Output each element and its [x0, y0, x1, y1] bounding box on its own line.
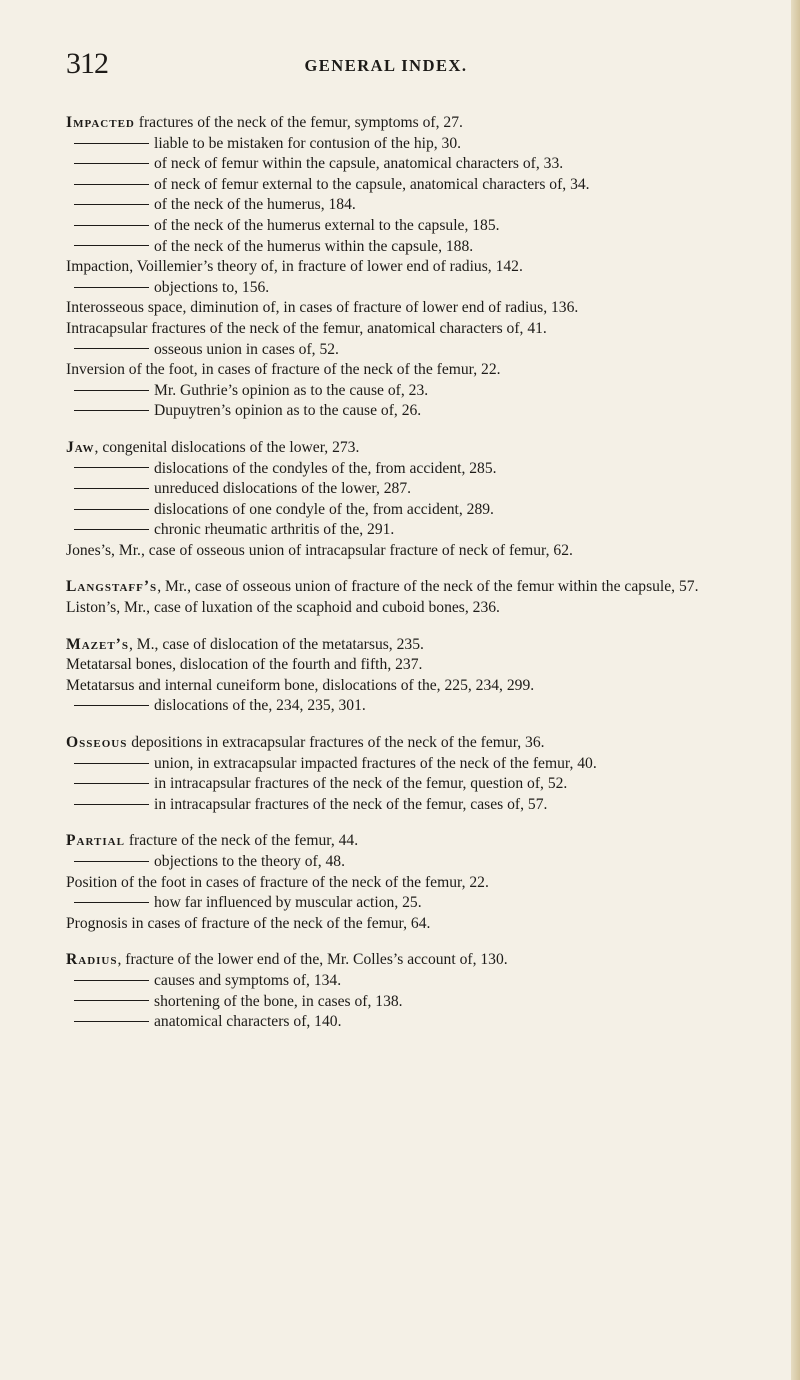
index-subentry: [66, 1012, 776, 1033]
index-entry: [66, 360, 776, 381]
subentry-text: causes and symptoms of, 134.: [154, 971, 342, 989]
index-group: [66, 733, 776, 815]
subentry-text: shortening of the bone, in cases of, 138.: [154, 992, 403, 1010]
entry-text: Intracapsular fractures of the neck of the femur, anatomical characters of, 41.: [66, 319, 547, 337]
index-subentry: [66, 893, 776, 914]
repeat-dash: [74, 467, 149, 468]
repeat-dash: [74, 488, 149, 489]
subentry-text: dislocations of the, 234, 235, 301.: [154, 697, 366, 715]
subentry-text: how far influenced by muscular action, 25.: [154, 894, 422, 912]
index-subentry: [66, 971, 776, 992]
entry-text: Inversion of the foot, in cases of fracture of the neck of the femur, 22.: [66, 361, 501, 379]
entry-text: fractures of the neck of the femur, symptoms of, 27.: [134, 114, 463, 131]
subentry-text: objections to the theory of, 48.: [154, 853, 345, 870]
entry-lead-word: Radius: [66, 951, 118, 969]
repeat-dash: [74, 529, 149, 530]
subentry-text: of the neck of the humerus within the capsule, 188.: [154, 237, 474, 255]
index-entry: [66, 113, 776, 134]
index-group: [66, 577, 776, 618]
repeat-dash: [74, 783, 149, 784]
subentry-text: of neck of femur external to the capsule, anatomical characters of, 34.: [154, 175, 590, 193]
repeat-dash: [74, 143, 149, 144]
entry-lead-word: Partial: [66, 832, 125, 850]
repeat-dash: [74, 410, 149, 411]
subentry-text: chronic rheumatic arthritis of the, 291.: [154, 521, 395, 539]
entry-lead-word: Osseous: [66, 734, 128, 752]
index-subentry: [66, 401, 776, 422]
page-edge: [791, 0, 800, 1380]
index-entry: [66, 635, 776, 656]
subentry-text: osseous union in cases of, 52.: [154, 340, 339, 358]
subentry-text: in intracapsular fractures of the neck of the femur, question of, 52.: [154, 775, 568, 793]
index-entry: [66, 950, 776, 971]
entry-text: Interosseous space, diminution of, in cases of fracture of lower end of radius, 136.: [66, 299, 579, 317]
index-subentry: [66, 237, 776, 258]
index-group: [66, 113, 776, 422]
running-title: GENERAL INDEX.: [304, 56, 468, 75]
repeat-dash: [74, 804, 149, 805]
index-group: [66, 438, 776, 562]
index-subentry: [66, 754, 776, 775]
index-entry: [66, 676, 776, 697]
index-subentry: [66, 278, 776, 299]
repeat-dash: [74, 225, 149, 226]
subentry-text: dislocations of one condyle of the, from accident, 289.: [154, 500, 494, 518]
index-entry: [66, 319, 776, 340]
index-entry: [66, 831, 776, 852]
index-subentry: [66, 459, 776, 480]
index-entry: [66, 438, 776, 459]
subentry-text: Dupuytren’s opinion as to the cause of, 26.: [154, 402, 422, 420]
entry-text: , fracture of the lower end of the, Mr. Colles’s account of, 130.: [117, 951, 508, 969]
index-subentry: [66, 795, 776, 816]
repeat-dash: [74, 204, 149, 205]
entry-text: , Mr., case of osseous union of fracture of the neck of the femur within the capsule, 57.: [157, 578, 699, 596]
entry-text: , M., case of dislocation of the metatarsus, 235.: [128, 635, 424, 653]
subentry-text: anatomical characters of, 140.: [154, 1013, 342, 1031]
repeat-dash: [74, 763, 149, 764]
index-group: [66, 635, 776, 717]
index-content: [66, 113, 776, 1049]
index-subentry: [66, 520, 776, 541]
index-subentry: [66, 216, 776, 237]
entry-text: fracture of the neck of the femur, 44.: [124, 832, 359, 850]
entry-lead-word: Impacted: [66, 114, 135, 131]
index-entry: [66, 541, 776, 562]
index-entry: [66, 577, 776, 598]
repeat-dash: [74, 980, 149, 981]
subentry-text: of the neck of the humerus external to the capsule, 185.: [154, 216, 500, 234]
entry-lead-word: Langstaff’s: [66, 578, 158, 596]
index-entry: [66, 873, 776, 894]
index-entry: [66, 655, 776, 676]
subentry-text: Mr. Guthrie’s opinion as to the cause of, 23.: [154, 381, 429, 399]
repeat-dash: [74, 390, 149, 391]
entry-text: Prognosis in cases of fracture of the neck of the femur, 64.: [66, 914, 431, 932]
entry-text: depositions in extracapsular fractures of the neck of the femur, 36.: [127, 734, 545, 752]
entry-lead-word: Mazet’s: [66, 635, 129, 653]
index-entry: [66, 598, 776, 619]
index-subentry: [66, 479, 776, 500]
subentry-text: in intracapsular fractures of the neck of the femur, cases of, 57.: [154, 795, 548, 813]
repeat-dash: [74, 163, 149, 164]
subentry-text: liable to be mistaken for contusion of the hip, 30.: [154, 134, 462, 152]
repeat-dash: [74, 1021, 149, 1022]
entry-text: , congenital dislocations of the lower, 273.: [94, 438, 360, 456]
index-subentry: [66, 134, 776, 155]
page-number: 312: [66, 47, 108, 80]
index-entry: [66, 298, 776, 319]
subentry-text: of the neck of the humerus, 184.: [154, 196, 356, 214]
repeat-dash: [74, 861, 149, 862]
subentry-text: of neck of femur within the capsule, anatomical characters of, 33.: [154, 155, 564, 173]
subentry-text: dislocations of the condyles of the, from accident, 285.: [154, 459, 497, 477]
repeat-dash: [74, 287, 149, 288]
entry-text: Metatarsus and internal cuneiform bone, dislocations of the, 225, 234, 299.: [66, 676, 535, 694]
index-subentry: [66, 696, 776, 717]
index-group: [66, 950, 776, 1032]
index-subentry: [66, 852, 776, 873]
subentry-text: union, in extracapsular impacted fractures of the neck of the femur, 40.: [154, 754, 597, 772]
repeat-dash: [74, 705, 149, 706]
index-entry: [66, 733, 776, 754]
index-entry: [66, 257, 776, 278]
entry-lead-word: Jaw: [66, 438, 95, 456]
index-subentry: [66, 154, 776, 175]
index-subentry: [66, 774, 776, 795]
subentry-text: unreduced dislocations of the lower, 287.: [154, 480, 412, 498]
repeat-dash: [74, 902, 149, 903]
entry-text: Liston’s, Mr., case of luxation of the scaphoid and cuboid bones, 236.: [66, 599, 500, 617]
index-subentry: [66, 195, 776, 216]
entry-text: Impaction, Voillemier’s theory of, in fracture of lower end of radius, 142.: [66, 258, 523, 276]
repeat-dash: [74, 509, 149, 510]
index-subentry: [66, 381, 776, 402]
index-group: [66, 831, 776, 934]
index-entry: [66, 914, 776, 935]
index-subentry: [66, 340, 776, 361]
repeat-dash: [74, 348, 149, 349]
repeat-dash: [74, 1000, 149, 1001]
repeat-dash: [74, 245, 149, 246]
page-header: [66, 44, 766, 84]
index-subentry: [66, 992, 776, 1013]
index-subentry: [66, 175, 776, 196]
subentry-text: objections to, 156.: [154, 278, 270, 296]
entry-text: Metatarsal bones, dislocation of the fourth and fifth, 237.: [66, 656, 423, 674]
repeat-dash: [74, 184, 149, 185]
entry-text: Jones’s, Mr., case of osseous union of intracapsular fracture of neck of femur, 62.: [66, 541, 573, 559]
index-subentry: [66, 500, 776, 521]
entry-text: Position of the foot in cases of fracture of the neck of the femur, 22.: [66, 873, 489, 891]
